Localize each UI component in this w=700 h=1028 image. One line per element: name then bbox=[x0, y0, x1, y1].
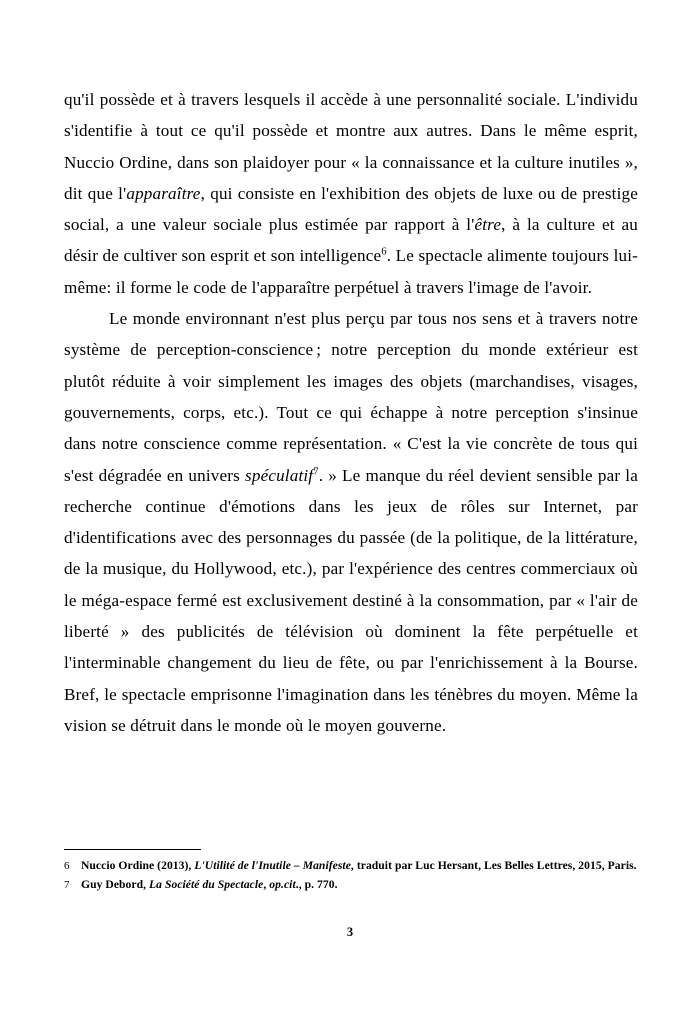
footnote-section bbox=[64, 849, 638, 894]
footnote-item bbox=[64, 876, 638, 895]
italic-phrase: La Société du Spectacle bbox=[149, 877, 264, 891]
footnote-item bbox=[64, 857, 638, 876]
body-text-block bbox=[64, 84, 638, 741]
italic-phrase: apparaître bbox=[126, 183, 201, 203]
paragraph-1: qu'il possède et à travers lesquels il accède à une personnalité sociale. L'individu s'identifie à tout ce qu'il possède et montre aux autres. Dans le même esprit, Nuccio Ordine, dans son plaidoyer pour « la connaissance et la culture inutiles », dit que l'apparaître, qui consiste en l'exhibition des objets de luxe ou de prestige social, a une valeur sociale plus estimée par rapport à l'être, à la culture et au désir de cultiver son esprit et son intelligence$^6$. Le spectacle alimente toujours lui-même: il forme le code de l'apparaître perpétuel à travers l'image de l'avoir. bbox=[64, 90, 639, 297]
page-number: 3 bbox=[346, 925, 354, 939]
italic-phrase: spéculatif bbox=[245, 465, 314, 485]
footnote-reference: 7 bbox=[313, 465, 319, 477]
italic-phrase: op.cit bbox=[269, 877, 296, 891]
footnote-separator-rule bbox=[64, 849, 201, 850]
italic-phrase: L'Utilité de l'Inutile – Manifeste bbox=[194, 859, 351, 872]
footnote-number: 7 bbox=[64, 878, 70, 891]
paragraph-2: Le monde environnant n'est plus perçu par tous nos sens et à travers notre système de perception-conscience ; notre perception du monde extérieur est plutôt réduite à voir simplement les images des objets (marchandises, visages, gouvernements, corps, etc.). Tout ce qui échappe à notre perception s'insinue dans notre conscience comme représentation. « C'est la vie concrète de tous qui s'est dégradée en univers spéculatif$^7$. » Le manque du réel devient sensible par la recherche continue d'émotions dans les jeux de rôles sur Internet, par d'identifications avec des personnages du passée (de la politique, de la littérature, de la musique, du Hollywood, etc.), par l'expérience des centres commerciaux où le méga-espace fermé est exclusivement destiné à la consommation, par « l'air de liberté » des publicités de télévision où dominent la fête perpétuelle et l'interminable changement du lieu de fête, ou par l'enrichissement à la Bourse. Bref, le spectacle emprisonne l'imagination dans les ténèbres du moyen. Même la vision se détruit dans le monde où le moyen gouverne. bbox=[64, 309, 638, 735]
italic-phrase: être bbox=[474, 215, 502, 235]
footnote-reference: 6 bbox=[381, 246, 387, 258]
footnote-text: Guy Debord, La Société du Spectacle, op.cit., p. 770. bbox=[81, 877, 338, 891]
footnote-text: Nuccio Ordine (2013), L'Utilité de l'Inutile – Manifeste, traduit par Luc Hersant, Les Belles Lettres, 2015, Paris. bbox=[81, 859, 637, 872]
footnote-number: 6 bbox=[64, 860, 70, 872]
